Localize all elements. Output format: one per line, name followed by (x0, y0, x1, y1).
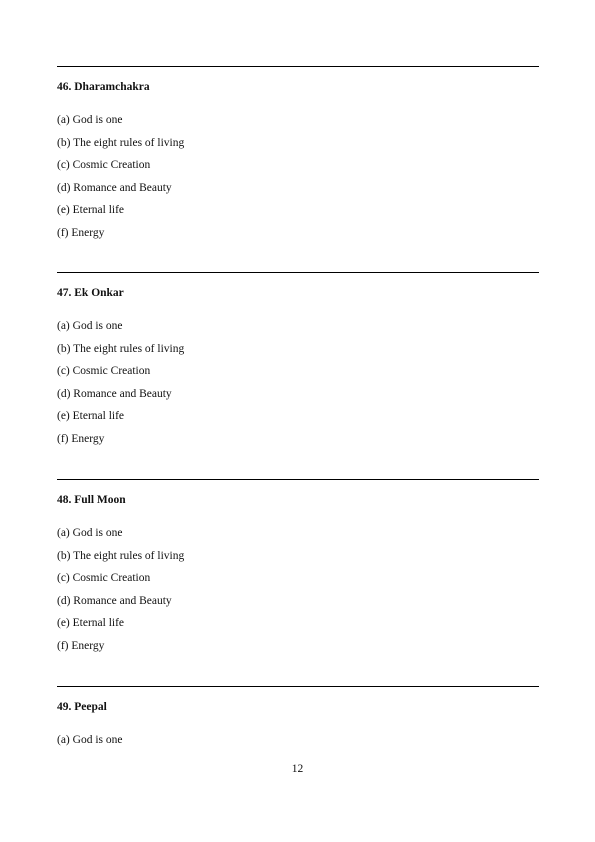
question-title: 47. Ek Onkar (57, 287, 124, 299)
question-divider (57, 272, 539, 273)
option-a: (a) God is one (57, 114, 123, 126)
option-a: (a) God is one (57, 734, 123, 746)
option-c: (c) Cosmic Creation (57, 572, 151, 584)
page-number: 12 (291, 763, 304, 775)
question-divider (57, 66, 539, 67)
option-c: (c) Cosmic Creation (57, 159, 151, 171)
option-c: (c) Cosmic Creation (57, 365, 151, 377)
question-title: 46. Dharamchakra (57, 81, 150, 93)
option-list (57, 526, 539, 653)
option-a: (a) God is one (57, 527, 123, 539)
option-e: (e) Eternal life (57, 410, 125, 422)
option-list (57, 733, 539, 747)
option-d: (d) Romance and Beauty (57, 181, 172, 194)
option-list (57, 113, 539, 240)
option-b: (b) The eight rules of living (57, 342, 185, 355)
question-47 (57, 272, 539, 454)
option-a: (a) God is one (57, 320, 123, 332)
option-f: (f) Energy (57, 639, 105, 652)
option-f: (f) Energy (57, 432, 105, 445)
question-divider (57, 479, 539, 480)
option-e: (e) Eternal life (57, 617, 125, 629)
option-list (57, 319, 539, 446)
question-48 (57, 479, 539, 661)
question-divider (57, 686, 539, 687)
option-e: (e) Eternal life (57, 204, 125, 216)
option-b: (b) The eight rules of living (57, 136, 185, 149)
option-d: (d) Romance and Beauty (57, 594, 172, 607)
question-49 (57, 686, 539, 756)
option-d: (d) Romance and Beauty (57, 387, 172, 400)
option-b: (b) The eight rules of living (57, 549, 185, 562)
option-f: (f) Energy (57, 226, 105, 239)
question-title: 49. Peepal (57, 701, 107, 713)
question-title: 48. Full Moon (57, 494, 126, 506)
question-46 (57, 66, 539, 248)
